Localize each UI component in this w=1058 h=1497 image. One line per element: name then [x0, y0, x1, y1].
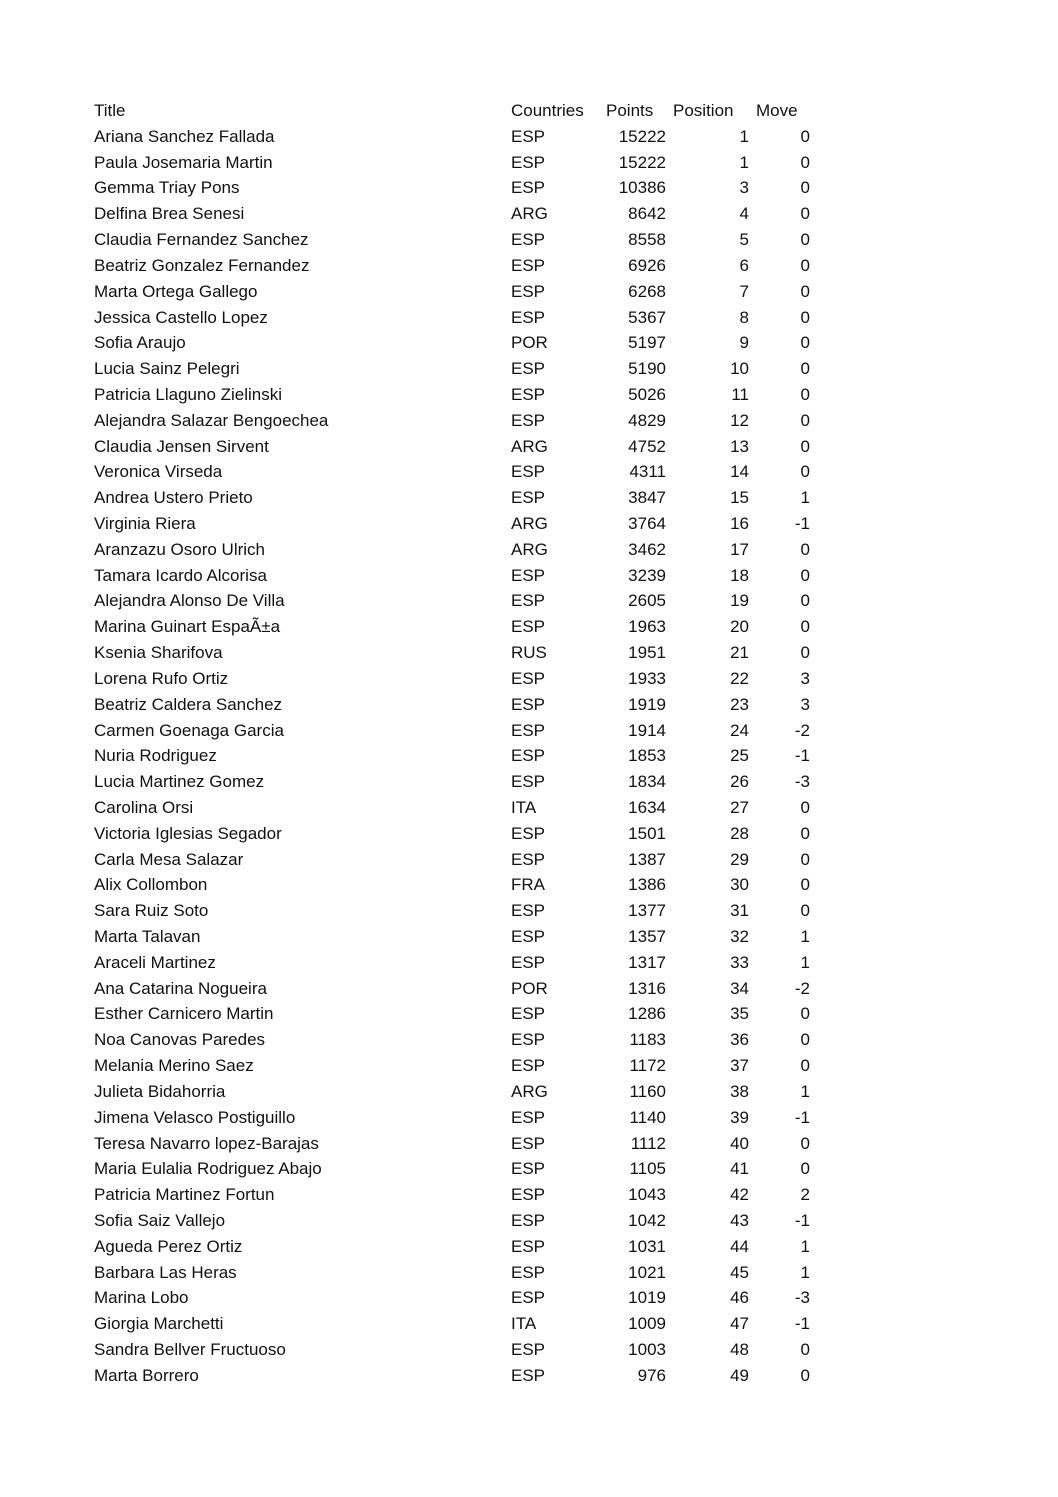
player-name: Teresa Navarro lopez-Barajas [94, 1133, 319, 1153]
country-code: ESP [511, 281, 546, 301]
player-name: Andrea Ustero Prieto [94, 488, 253, 508]
player-name: Patricia Martinez Fortun [94, 1185, 275, 1205]
move-value: 0 [800, 1159, 810, 1179]
points-value: 1386 [628, 875, 666, 895]
points-value: 976 [637, 1365, 666, 1385]
position-value: 7 [739, 281, 749, 301]
points-value: 1003 [628, 1340, 666, 1359]
player-name: Jessica Castello Lopez [94, 307, 268, 327]
move-value: 3 [800, 694, 810, 714]
player-name: Tamara Icardo Alcorisa [94, 565, 267, 585]
move-value: 0 [800, 384, 810, 404]
country-code: ESP [511, 1288, 546, 1308]
move-value: -2 [794, 720, 810, 740]
country-code: ESP [511, 255, 546, 275]
move-value: 0 [800, 1030, 810, 1050]
points-value: 1031 [628, 1236, 666, 1256]
points-value: 1914 [628, 720, 666, 740]
country-code: ESP [511, 230, 546, 250]
move-value: 0 [800, 1365, 810, 1385]
country-code: ARG [511, 204, 548, 224]
country-code: ITA [511, 797, 537, 817]
country-code: ESP [511, 720, 546, 740]
position-value: 18 [730, 565, 749, 585]
position-value: 1 [739, 126, 749, 146]
position-value: 10 [730, 359, 749, 379]
position-value: 41 [730, 1159, 749, 1179]
move-value: 0 [800, 152, 810, 172]
player-name: Marta Ortega Gallego [94, 281, 258, 301]
points-value: 3239 [628, 565, 666, 585]
position-value: 14 [730, 462, 749, 482]
player-name: Giorgia Marchetti [94, 1314, 224, 1334]
player-name: Julieta Bidahorria [94, 1081, 226, 1101]
position-value: 21 [730, 643, 749, 663]
move-value: -3 [794, 1288, 810, 1308]
country-code: POR [511, 978, 548, 998]
country-code: ESP [511, 1030, 546, 1050]
move-value: 0 [800, 436, 810, 456]
position-value: 9 [739, 333, 749, 353]
player-name: Agueda Perez Ortiz [94, 1236, 243, 1256]
points-value: 1009 [628, 1314, 666, 1334]
player-name: Barbara Las Heras [94, 1262, 237, 1282]
header-position: Position [673, 101, 734, 120]
move-value: -2 [794, 978, 810, 998]
position-value: 15 [730, 488, 749, 508]
player-name: Virginia Riera [94, 514, 196, 533]
move-value: 0 [800, 823, 810, 843]
country-code: ITA [511, 1314, 537, 1334]
player-name: Alejandra Alonso De Villa [94, 591, 285, 611]
country-code: ESP [511, 359, 546, 379]
position-value: 20 [730, 617, 749, 637]
country-code: ESP [511, 952, 546, 972]
position-value: 24 [730, 720, 749, 740]
position-value: 26 [730, 772, 749, 792]
position-value: 6 [739, 255, 749, 275]
country-code: ESP [511, 1056, 546, 1076]
points-value: 5026 [628, 384, 666, 404]
position-value: 11 [731, 384, 749, 404]
points-value: 6926 [628, 255, 666, 275]
country-code: ESP [511, 1107, 546, 1127]
position-value: 13 [730, 436, 749, 456]
move-value: -1 [794, 746, 810, 766]
points-value: 5190 [628, 359, 666, 379]
position-value: 25 [730, 746, 749, 766]
player-name: Maria Eulalia Rodriguez Abajo [94, 1159, 322, 1179]
position-value: 33 [730, 952, 749, 972]
points-value: 3462 [628, 539, 666, 559]
country-code: ESP [511, 152, 546, 172]
move-value: 0 [800, 875, 810, 895]
player-name: Delfina Brea Senesi [94, 204, 245, 224]
country-code: ESP [511, 1210, 546, 1230]
move-value: 0 [800, 1133, 810, 1153]
points-value: 1317 [628, 952, 666, 972]
country-code: ESP [511, 746, 546, 766]
player-name: Noa Canovas Paredes [94, 1030, 266, 1050]
player-name: Alejandra Salazar Bengoechea [94, 410, 329, 430]
move-value: 0 [800, 1056, 810, 1076]
country-code: ARG [511, 1081, 548, 1101]
points-value: 10386 [618, 178, 666, 198]
points-value: 1853 [628, 746, 666, 766]
position-value: 37 [730, 1056, 749, 1076]
position-value: 38 [730, 1081, 749, 1101]
points-value: 1043 [628, 1185, 666, 1205]
country-code: ESP [511, 1262, 546, 1282]
position-value: 30 [730, 875, 749, 895]
player-name: Alix Collombon [94, 875, 208, 895]
country-code: ESP [511, 901, 546, 921]
points-value: 1019 [628, 1288, 666, 1308]
points-value: 1634 [628, 797, 666, 817]
points-value: 1286 [628, 1004, 666, 1024]
points-value: 15222 [618, 152, 666, 172]
move-value: 0 [800, 126, 810, 146]
header-countries: Countries [511, 101, 584, 120]
country-code: ESP [511, 617, 546, 637]
position-value: 47 [730, 1314, 749, 1334]
move-value: 0 [800, 255, 810, 275]
country-code: ESP [511, 488, 546, 508]
points-value: 3764 [628, 514, 666, 533]
player-name: Ksenia Sharifova [94, 643, 223, 663]
move-value: 0 [800, 849, 810, 869]
player-name: Carmen Goenaga Garcia [94, 720, 284, 740]
country-code: POR [511, 333, 548, 353]
move-value: 1 [800, 1236, 810, 1256]
country-code: ESP [511, 772, 546, 792]
country-code: ESP [511, 694, 546, 714]
position-value: 5 [739, 230, 749, 250]
position-value: 4 [739, 204, 749, 224]
points-value: 1377 [628, 901, 666, 921]
move-value: 0 [800, 901, 810, 921]
player-name: Jimena Velasco Postiguillo [94, 1107, 296, 1127]
points-value: 4829 [628, 410, 666, 430]
country-code: ESP [511, 384, 546, 404]
player-name: Claudia Jensen Sirvent [94, 436, 269, 456]
move-value: 2 [800, 1185, 810, 1205]
position-value: 17 [730, 539, 749, 559]
points-value: 1933 [628, 668, 666, 688]
player-name: Veronica Virseda [94, 462, 223, 482]
player-name: Lucia Martinez Gomez [94, 772, 265, 792]
position-value: 16 [730, 514, 749, 533]
country-code: ESP [511, 1340, 546, 1359]
country-code: FRA [511, 875, 545, 895]
country-code: ARG [511, 514, 548, 533]
points-value: 6268 [628, 281, 666, 301]
player-name: Melania Merino Saez [94, 1056, 254, 1076]
move-value: 0 [800, 307, 810, 327]
move-value: 0 [800, 178, 810, 198]
points-value: 8642 [628, 204, 666, 224]
move-value: 0 [800, 462, 810, 482]
player-name: Paula Josemaria Martin [94, 152, 273, 172]
header-move: Move [756, 101, 798, 120]
position-value: 27 [730, 797, 749, 817]
position-value: 12 [730, 410, 749, 430]
points-value: 4752 [628, 436, 666, 456]
position-value: 28 [730, 823, 749, 843]
country-code: ESP [511, 178, 546, 198]
move-value: 0 [800, 797, 810, 817]
move-value: 0 [800, 410, 810, 430]
points-value: 1951 [628, 643, 666, 663]
move-value: 0 [800, 1004, 810, 1024]
move-value: 0 [800, 204, 810, 224]
country-code: RUS [511, 643, 547, 663]
player-name: Lucia Sainz Pelegri [94, 359, 240, 379]
player-name: Carla Mesa Salazar [94, 849, 244, 869]
move-value: 0 [800, 1340, 810, 1359]
position-value: 8 [739, 307, 749, 327]
position-value: 29 [730, 849, 749, 869]
move-value: 0 [800, 539, 810, 559]
points-value: 1140 [629, 1107, 666, 1127]
country-code: ESP [511, 565, 546, 585]
player-name: Aranzazu Osoro Ulrich [94, 539, 266, 559]
move-value: 3 [800, 668, 810, 688]
country-code: ESP [511, 1185, 546, 1205]
country-code: ESP [511, 591, 546, 611]
points-value: 1105 [629, 1159, 666, 1179]
points-value: 15222 [618, 126, 666, 146]
move-value: 0 [800, 617, 810, 637]
country-code: ESP [511, 1004, 546, 1024]
move-value: -1 [794, 1210, 810, 1230]
position-value: 45 [730, 1262, 749, 1282]
position-value: 42 [730, 1185, 749, 1205]
position-value: 35 [730, 1004, 749, 1024]
country-code: ESP [511, 1133, 546, 1153]
move-value: -1 [794, 1314, 810, 1334]
country-code: ESP [511, 668, 546, 688]
country-code: ESP [511, 126, 546, 146]
move-value: 1 [800, 952, 810, 972]
player-name: Beatriz Caldera Sanchez [94, 694, 283, 714]
points-value: 1021 [628, 1262, 666, 1282]
header-title: Title [94, 101, 126, 120]
points-value: 1112 [630, 1133, 666, 1153]
player-name: Sofia Saiz Vallejo [94, 1210, 226, 1230]
header-points: Points [606, 101, 654, 120]
country-code: ESP [511, 1365, 546, 1385]
points-value: 5197 [628, 333, 666, 353]
country-code: ARG [511, 436, 548, 456]
points-value: 1357 [628, 927, 666, 946]
move-value: 0 [800, 359, 810, 379]
points-value: 1501 [628, 823, 666, 843]
player-name: Sandra Bellver Fructuoso [94, 1340, 286, 1359]
player-name: Sofia Araujo [94, 333, 186, 353]
position-value: 36 [730, 1030, 749, 1050]
move-value: 1 [800, 927, 810, 946]
position-value: 32 [730, 927, 749, 946]
position-value: 39 [730, 1107, 749, 1127]
position-value: 44 [730, 1236, 749, 1256]
country-code: ESP [511, 1159, 546, 1179]
move-value: -1 [794, 514, 810, 533]
country-code: ESP [511, 307, 546, 327]
player-name: Claudia Fernandez Sanchez [94, 230, 309, 250]
position-value: 19 [730, 591, 749, 611]
points-value: 1316 [628, 978, 666, 998]
points-value: 5367 [628, 307, 666, 327]
position-value: 1 [739, 152, 749, 172]
position-value: 46 [730, 1288, 749, 1308]
player-name: Victoria Iglesias Segador [94, 823, 282, 843]
move-value: 0 [800, 591, 810, 611]
player-name: Gemma Triay Pons [94, 178, 240, 198]
position-value: 34 [730, 978, 749, 998]
move-value: -3 [794, 772, 810, 792]
player-name: Marta Talavan [94, 927, 201, 946]
points-value: 4311 [629, 462, 666, 482]
position-value: 22 [730, 668, 749, 688]
points-value: 1172 [629, 1056, 666, 1076]
points-value: 1183 [629, 1030, 666, 1050]
move-value: 0 [800, 643, 810, 663]
country-code: ESP [511, 927, 546, 946]
points-value: 1160 [629, 1081, 666, 1101]
move-value: 0 [800, 281, 810, 301]
points-value: 1387 [628, 849, 666, 869]
points-value: 1919 [628, 694, 666, 714]
position-value: 40 [730, 1133, 749, 1153]
position-value: 23 [730, 694, 749, 714]
player-name: Patricia Llaguno Zielinski [94, 384, 283, 404]
player-name: Ana Catarina Nogueira [94, 978, 267, 998]
player-name: Lorena Rufo Ortiz [94, 668, 229, 688]
move-value: 0 [800, 230, 810, 250]
points-value: 1834 [628, 772, 666, 792]
player-name: Ariana Sanchez Fallada [94, 126, 275, 146]
player-name: Marta Borrero [94, 1365, 199, 1385]
move-value: -1 [794, 1107, 810, 1127]
move-value: 0 [800, 333, 810, 353]
player-name: Nuria Rodriguez [94, 746, 217, 766]
move-value: 1 [800, 1262, 810, 1282]
player-name: Sara Ruiz Soto [94, 901, 209, 921]
player-name: Marina Guinart EspaÃ±a [94, 617, 281, 637]
country-code: ARG [511, 539, 548, 559]
points-value: 8558 [628, 230, 666, 250]
points-value: 1042 [628, 1210, 666, 1230]
points-value: 3847 [628, 488, 666, 508]
country-code: ESP [511, 462, 546, 482]
player-name: Carolina Orsi [94, 797, 194, 817]
move-value: 0 [800, 565, 810, 585]
country-code: ESP [511, 1236, 546, 1256]
position-value: 49 [730, 1365, 749, 1385]
player-name: Marina Lobo [94, 1288, 189, 1308]
country-code: ESP [511, 823, 546, 843]
player-name: Beatriz Gonzalez Fernandez [94, 255, 310, 275]
player-name: Esther Carnicero Martin [94, 1004, 274, 1024]
country-code: ESP [511, 849, 546, 869]
position-value: 43 [730, 1210, 749, 1230]
move-value: 1 [800, 488, 810, 508]
position-value: 48 [730, 1340, 749, 1359]
points-value: 1963 [628, 617, 666, 637]
position-value: 3 [739, 178, 749, 198]
points-value: 2605 [628, 591, 666, 611]
country-code: ESP [511, 410, 546, 430]
position-value: 31 [730, 901, 749, 921]
player-name: Araceli Martinez [94, 952, 216, 972]
move-value: 1 [800, 1081, 810, 1101]
